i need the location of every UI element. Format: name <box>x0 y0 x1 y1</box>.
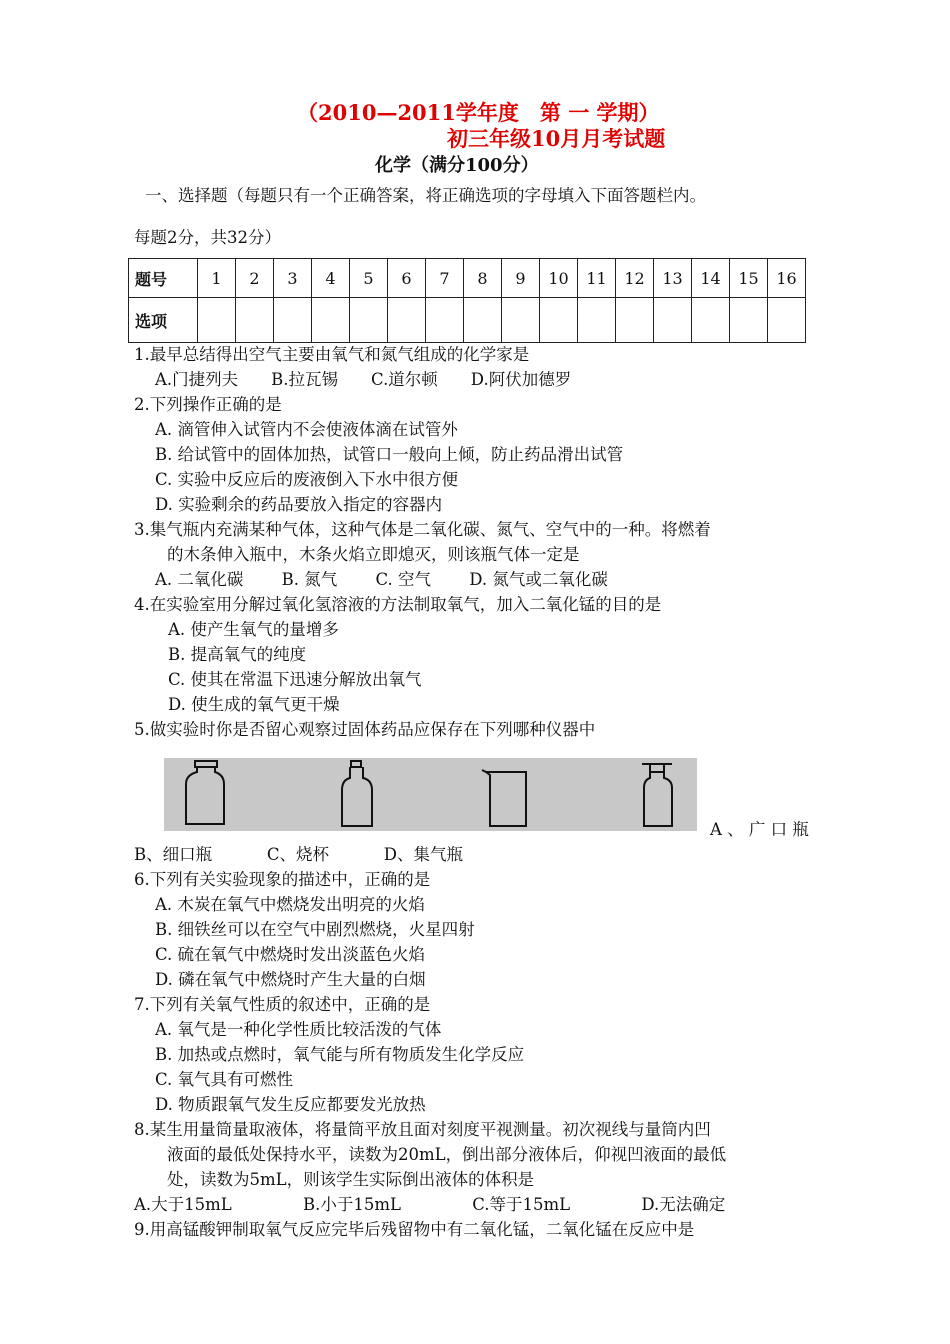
gas-jar-icon <box>642 764 672 826</box>
question-6-option-b: B. 细铁丝可以在空气中剧烈燃烧，火星四射 <box>155 920 475 939</box>
question-6-option-d: D. 磷在氧气中燃烧时产生大量的白烟 <box>155 970 426 989</box>
table-cell-number: 4 <box>312 259 350 298</box>
answer-cell[interactable] <box>464 298 502 343</box>
answer-cell[interactable] <box>730 298 768 343</box>
table-cell-number: 15 <box>730 259 768 298</box>
table-cell-number: 3 <box>274 259 312 298</box>
answer-table-number-row <box>129 259 806 298</box>
table-cell-number: 2 <box>236 259 274 298</box>
table-cell-number: 13 <box>654 259 692 298</box>
question-7-stem: 7.下列有关氧气性质的叙述中，正确的是 <box>134 995 431 1014</box>
answer-cell[interactable] <box>578 298 616 343</box>
question-4-stem: 4.在实验室用分解过氧化氢溶液的方法制取氧气，加入二氧化锰的目的是 <box>134 595 662 614</box>
question-7-option-d: D. 物质跟氧气发生反应都要发光放热 <box>155 1095 426 1114</box>
question-8-options: A.大于15mL B.小于15mL C.等于15mL D.无法确定 <box>134 1195 726 1214</box>
question-2-option-a: A. 滴管伸入试管内不会使液体滴在试管外 <box>155 420 458 439</box>
subject-line: 化学（满分100分） <box>375 155 539 176</box>
table-cell-number: 5 <box>350 259 388 298</box>
table-cell-number: 6 <box>388 259 426 298</box>
table-cell-number: 7 <box>426 259 464 298</box>
table-cell-number: 1 <box>198 259 236 298</box>
question-3-options: A. 二氧化碳 B. 氮气 C. 空气 D. 氮气或二氧化碳 <box>155 570 608 589</box>
question-5-option-a: A 、 广 口 瓶 <box>710 820 809 839</box>
answer-cell[interactable] <box>236 298 274 343</box>
question-6-option-a: A. 木炭在氧气中燃烧发出明亮的火焰 <box>155 895 425 914</box>
question-2-option-b: B. 给试管中的固体加热，试管口一般向上倾，防止药品滑出试管 <box>155 445 624 464</box>
question-6-stem: 6.下列有关实验现象的描述中，正确的是 <box>134 870 431 889</box>
question-4-option-a: A. 使产生氧气的量增多 <box>168 620 339 639</box>
table-cell-number: 11 <box>578 259 616 298</box>
exam-title: 初三年级10月月考试题 <box>447 126 666 151</box>
lab-glassware-figure <box>164 758 697 831</box>
question-5-stem: 5.做实验时你是否留心观察过固体药品应保存在下列哪种仪器中 <box>134 720 596 739</box>
answer-cell[interactable] <box>426 298 464 343</box>
answer-table <box>128 258 806 343</box>
question-1-options: A.门捷列夫 B.拉瓦锡 C.道尔顿 D.阿伏加德罗 <box>155 370 572 389</box>
question-8-stem-3: 处，读数为5mL，则该学生实际倒出液体的体积是 <box>167 1170 535 1189</box>
answer-cell[interactable] <box>768 298 806 343</box>
question-8-stem-1: 8.某生用量筒量取液体，将量筒平放且面对刻度平视测量。初次视线与量筒内凹 <box>134 1120 711 1139</box>
section-instruction-2: 每题2分，共32分） <box>134 228 281 247</box>
question-4-option-c: C. 使其在常温下迅速分解放出氧气 <box>168 670 422 689</box>
wide-mouth-bottle-icon <box>186 761 224 824</box>
question-9-stem: 9.用高锰酸钾制取氧气反应完毕后残留物中有二氧化锰，二氧化锰在反应中是 <box>134 1220 695 1239</box>
question-1-stem: 1.最早总结得出空气主要由氧气和氮气组成的化学家是 <box>134 345 530 364</box>
answer-cell[interactable] <box>692 298 730 343</box>
question-7-option-b: B. 加热或点燃时，氧气能与所有物质发生化学反应 <box>155 1045 525 1064</box>
answer-cell[interactable] <box>616 298 654 343</box>
question-2-option-d: D. 实验剩余的药品要放入指定的容器内 <box>155 495 443 514</box>
answer-cell[interactable] <box>654 298 692 343</box>
table-cell-number: 9 <box>502 259 540 298</box>
answer-cell[interactable] <box>388 298 426 343</box>
answer-cell[interactable] <box>274 298 312 343</box>
table-cell-number: 12 <box>616 259 654 298</box>
question-3-stem-1: 3.集气瓶内充满某种气体，这种气体是二氧化碳、氮气、空气中的一种。将燃着 <box>134 520 711 539</box>
question-7-option-a: A. 氧气是一种化学性质比较活泼的气体 <box>155 1020 442 1039</box>
question-4-option-d: D. 使生成的氧气更干燥 <box>168 695 340 714</box>
question-2-stem: 2.下列操作正确的是 <box>134 395 282 414</box>
question-7-option-c: C. 氧气具有可燃性 <box>155 1070 294 1089</box>
table-row-label: 题号 <box>129 259 198 298</box>
answer-cell[interactable] <box>312 298 350 343</box>
table-cell-number: 16 <box>768 259 806 298</box>
table-cell-number: 10 <box>540 259 578 298</box>
table-cell-number: 8 <box>464 259 502 298</box>
answer-cell[interactable] <box>198 298 236 343</box>
question-6-option-c: C. 硫在氧气中燃烧时发出淡蓝色火焰 <box>155 945 426 964</box>
table-row-label: 选项 <box>129 298 198 343</box>
year-line: （2010—2011学年度 第 一 学期） <box>297 100 660 125</box>
narrow-mouth-bottle-icon <box>342 761 372 826</box>
lab-glassware-svg <box>164 758 697 831</box>
question-8-stem-2: 液面的最低处保持水平，读数为20mL，倒出部分液体后，仰视凹液面的最低 <box>167 1145 727 1164</box>
question-4-option-b: B. 提高氧气的纯度 <box>168 645 307 664</box>
beaker-icon <box>482 770 526 826</box>
answer-table-option-row <box>129 298 806 343</box>
question-5-options-bcd: B、细口瓶 C、烧杯 D、集气瓶 <box>134 845 463 864</box>
question-2-option-c: C. 实验中反应后的废液倒入下水中很方便 <box>155 470 459 489</box>
answer-cell[interactable] <box>502 298 540 343</box>
table-cell-number: 14 <box>692 259 730 298</box>
question-3-stem-2: 的木条伸入瓶中，木条火焰立即熄灭，则该瓶气体一定是 <box>167 545 580 564</box>
section-instruction-1: 一、选择题（每题只有一个正确答案，将正确选项的字母填入下面答题栏内。 <box>145 186 706 205</box>
answer-cell[interactable] <box>350 298 388 343</box>
answer-cell[interactable] <box>540 298 578 343</box>
